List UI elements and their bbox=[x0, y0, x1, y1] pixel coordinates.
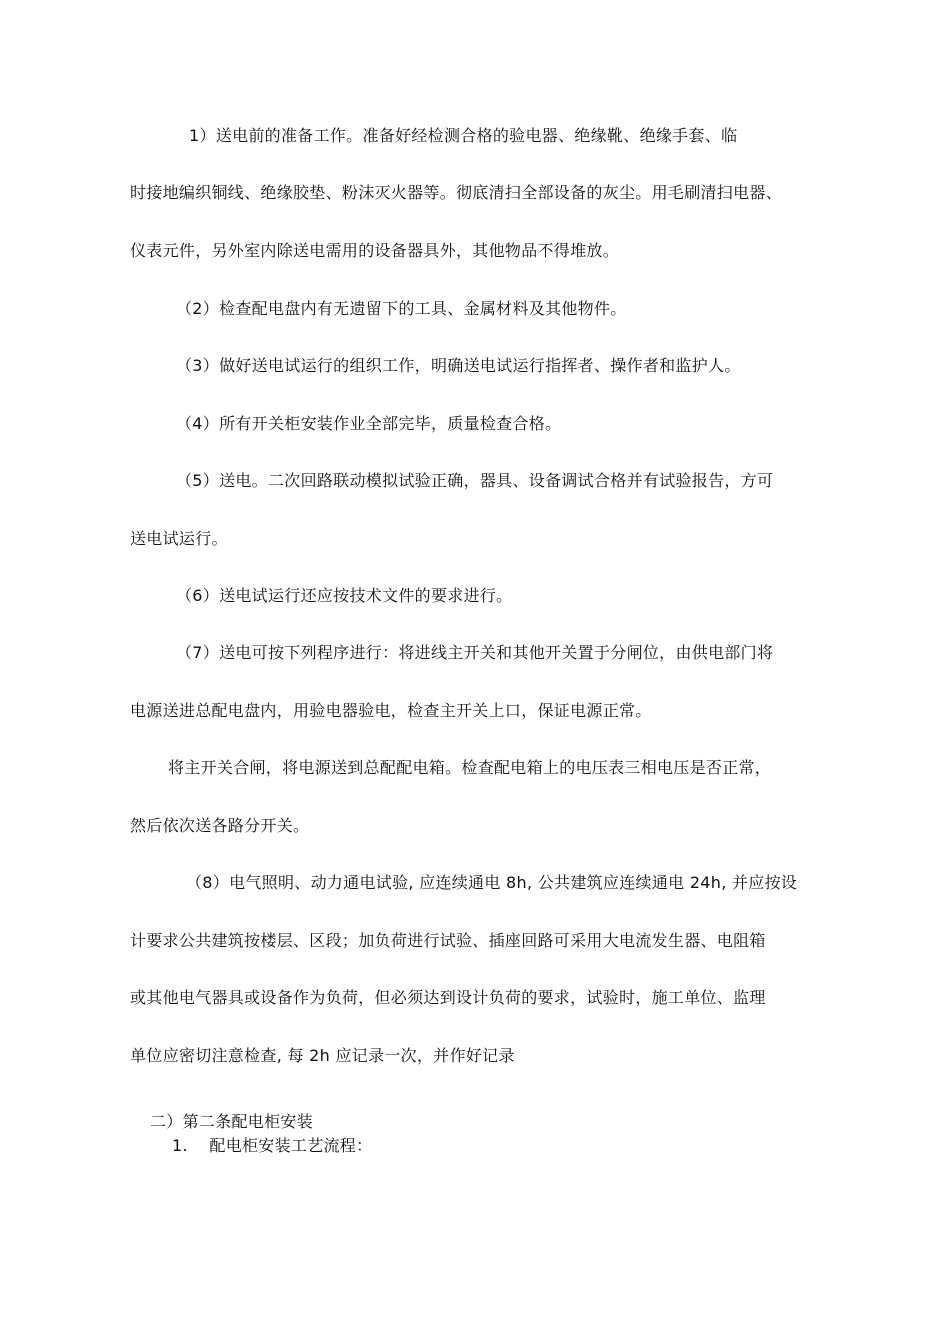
text-line: 然后依次送各路分开关。 bbox=[130, 816, 310, 835]
text-line: （2）检查配电盘内有无遗留下的工具、金属材料及其他物件。 bbox=[176, 299, 627, 318]
text-line: 1）送电前的准备工作。准备好经检测合格的验电器、绝缘靴、绝缘手套、临 bbox=[189, 126, 738, 145]
text-line: 单位应密切注意检查, 每 2h 应记录一次，并作好记录 bbox=[130, 1046, 515, 1065]
subsection-heading: 1. 配电柜安装工艺流程： bbox=[172, 1136, 373, 1155]
text-line: 送电试运行。 bbox=[130, 529, 228, 548]
text-line: （6）送电试运行还应按技术文件的要求进行。 bbox=[176, 586, 513, 605]
text-line: （8）电气照明、动力通电试验, 应连续通电 8h, 公共建筑应连续通电 24h, 并应按设 bbox=[186, 873, 798, 892]
text-line: （3）做好送电试运行的组织工作，明确送电试运行指挥者、操作者和监护人。 bbox=[176, 356, 741, 375]
text-line: 计要求公共建筑按楼层、区段；加负荷进行试验、插座回路可采用大电流发生器、电阻箱 bbox=[130, 931, 766, 950]
text-line: 或其他电气器具或设备作为负荷，但必须达到设计负荷的要求，试验时，施工单位、监理 bbox=[130, 988, 766, 1007]
text-line: 将主开关合闸，将电源送到总配配电箱。检查配电箱上的电压表三相电压是否正常， bbox=[168, 758, 772, 777]
text-line: （4）所有开关柜安装作业全部完毕，质量检查合格。 bbox=[176, 414, 562, 433]
text-line: 仪表元件，另外室内除送电需用的设备器具外，其他物品不得堆放。 bbox=[130, 241, 620, 260]
text-line: 电源送进总配电盘内，用验电器验电，检查主开关上口，保证电源正常。 bbox=[130, 701, 652, 720]
section-heading: 二）第二条配电柜安装 bbox=[150, 1112, 314, 1131]
text-line: 时接地编织铜线、绝缘胶垫、粉沫灭火器等。彻底清扫全部设备的灰尘。用毛刷清扫电器、 bbox=[130, 183, 783, 202]
text-line: （5）送电。二次回路联动模拟试验正确，器具、设备调试合格并有试验报告，方可 bbox=[176, 471, 774, 490]
text-line: （7）送电可按下列程序进行：将进线主开关和其他开关置于分闸位，由供电部门将 bbox=[176, 643, 774, 662]
